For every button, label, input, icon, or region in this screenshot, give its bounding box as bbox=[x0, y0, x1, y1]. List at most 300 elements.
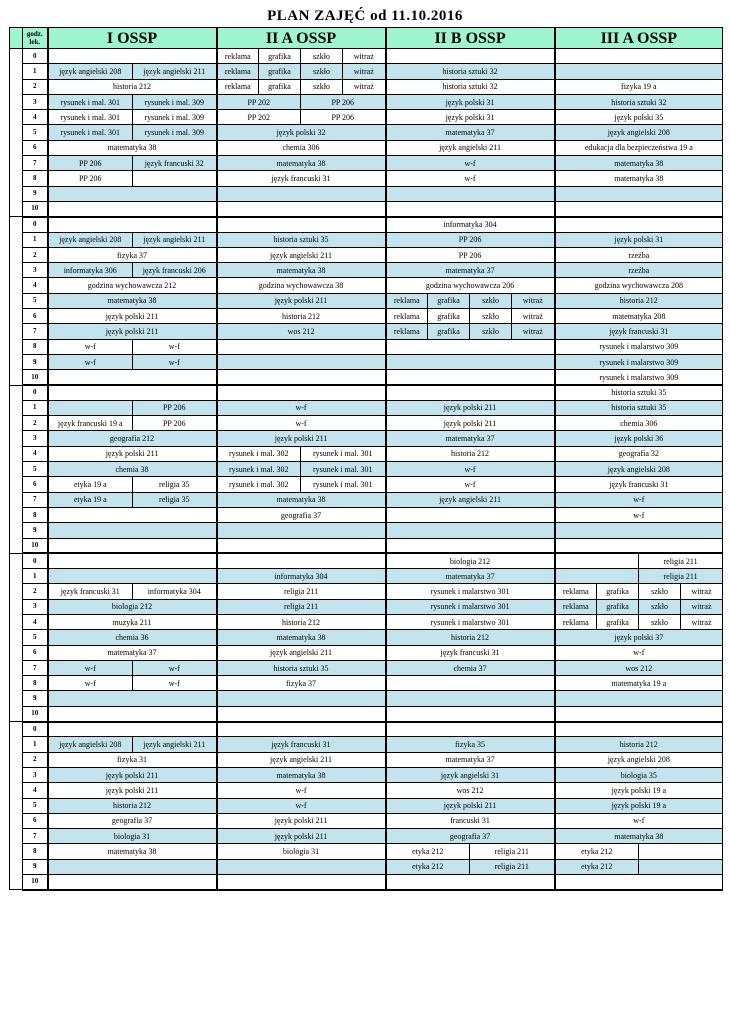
lesson-cell: język polski 211 bbox=[217, 813, 386, 828]
lesson-cell-empty bbox=[217, 875, 386, 890]
table-row bbox=[10, 722, 723, 737]
lesson-cell-empty bbox=[217, 201, 386, 216]
lesson-cell-empty bbox=[386, 676, 555, 691]
lesson-cell-empty bbox=[217, 523, 386, 538]
lesson-cell-empty bbox=[386, 201, 555, 216]
lesson-cell: w-f bbox=[133, 660, 217, 675]
lesson-cell: język francuski 19 a bbox=[48, 416, 133, 431]
table-row bbox=[10, 110, 723, 125]
lesson-cell: religia 35 bbox=[133, 492, 217, 507]
table-row bbox=[10, 783, 723, 798]
lesson-cell: historia 212 bbox=[217, 614, 386, 629]
lesson-cell: język francuski 31 bbox=[386, 645, 555, 660]
lesson-number: 4 bbox=[23, 614, 48, 629]
lesson-cell: etyka 212 bbox=[555, 859, 639, 874]
table-row bbox=[10, 676, 723, 691]
lesson-cell: w-f bbox=[386, 477, 555, 492]
lesson-number: 2 bbox=[23, 752, 48, 767]
lesson-cell: język polski 211 bbox=[217, 431, 386, 446]
lesson-number: 10 bbox=[23, 201, 48, 216]
lesson-cell: rysunek i malarstwo 309 bbox=[555, 370, 723, 385]
lesson-cell: język angielski 211 bbox=[217, 247, 386, 262]
lesson-cell: PP 202 bbox=[217, 94, 301, 109]
lesson-cell: w-f bbox=[217, 783, 386, 798]
lesson-cell: chemia 37 bbox=[386, 660, 555, 675]
lesson-cell: język francuski 31 bbox=[217, 171, 386, 186]
lesson-cell-empty bbox=[48, 49, 217, 64]
lesson-cell: rysunek i mal. 309 bbox=[133, 94, 217, 109]
lesson-cell-empty bbox=[217, 339, 386, 354]
lesson-cell-empty bbox=[386, 706, 555, 721]
lesson-cell-empty bbox=[555, 186, 723, 201]
table-row bbox=[10, 737, 723, 752]
lesson-number: 0 bbox=[23, 385, 48, 400]
lesson-cell: etyka 212 bbox=[386, 844, 470, 859]
table-row bbox=[10, 64, 723, 79]
lesson-cell: muzyka 211 bbox=[48, 614, 217, 629]
lesson-number: 2 bbox=[23, 79, 48, 94]
lesson-cell-empty bbox=[48, 507, 217, 522]
table-row bbox=[10, 94, 723, 109]
lesson-cell: etyka 19 a bbox=[48, 477, 133, 492]
lesson-cell: w-f bbox=[555, 507, 723, 522]
header-corner bbox=[10, 28, 23, 49]
lesson-number: 0 bbox=[23, 553, 48, 568]
lesson-number: 9 bbox=[23, 691, 48, 706]
table-row bbox=[10, 370, 723, 385]
lesson-cell: rysunek i mal. 301 bbox=[48, 125, 133, 140]
lesson-cell: język francuski 32 bbox=[133, 156, 217, 171]
lesson-cell: w-f bbox=[217, 416, 386, 431]
lesson-number: 3 bbox=[23, 94, 48, 109]
lesson-cell: język angielski 208 bbox=[555, 462, 723, 477]
lesson-cell: biologia 212 bbox=[48, 599, 217, 614]
table-row bbox=[10, 354, 723, 369]
table-row bbox=[10, 309, 723, 324]
lesson-cell: biologia 31 bbox=[48, 829, 217, 844]
lesson-cell: grafika bbox=[259, 49, 301, 64]
lesson-cell: religia 211 bbox=[470, 859, 555, 874]
day-label bbox=[10, 217, 23, 385]
lesson-cell: rzeźba bbox=[555, 247, 723, 262]
lesson-cell: etyka 212 bbox=[386, 859, 470, 874]
table-row bbox=[10, 462, 723, 477]
lesson-cell: rysunek i mal. 301 bbox=[301, 462, 386, 477]
lesson-cell-empty bbox=[48, 875, 217, 890]
lesson-cell: język polski 31 bbox=[386, 110, 555, 125]
lesson-number: 5 bbox=[23, 798, 48, 813]
lesson-cell: język polski 211 bbox=[48, 446, 217, 461]
lesson-cell-empty bbox=[386, 507, 555, 522]
lesson-cell: reklama bbox=[217, 64, 259, 79]
lesson-cell: szkło bbox=[470, 293, 512, 308]
lesson-cell: grafika bbox=[428, 293, 470, 308]
lesson-cell: fizyka 35 bbox=[386, 737, 555, 752]
lesson-cell: religia 211 bbox=[217, 599, 386, 614]
lesson-cell: geografia 32 bbox=[555, 446, 723, 461]
lesson-cell: rysunek i mal. 309 bbox=[133, 110, 217, 125]
lesson-cell: wos 212 bbox=[217, 324, 386, 339]
lesson-cell: godzina wychowawcza 212 bbox=[48, 278, 217, 293]
lesson-number: 5 bbox=[23, 293, 48, 308]
lesson-cell: religia 211 bbox=[470, 844, 555, 859]
lesson-cell bbox=[555, 553, 639, 568]
lesson-cell-empty bbox=[555, 217, 723, 232]
lesson-cell: matematyka 38 bbox=[555, 156, 723, 171]
lesson-number: 1 bbox=[23, 64, 48, 79]
lesson-cell-empty bbox=[217, 859, 386, 874]
lesson-cell: matematyka 38 bbox=[217, 630, 386, 645]
lesson-cell: w-f bbox=[48, 354, 133, 369]
lesson-number: 7 bbox=[23, 492, 48, 507]
lesson-cell bbox=[48, 400, 133, 415]
lesson-cell-empty bbox=[386, 49, 555, 64]
lesson-cell: witraż bbox=[512, 293, 555, 308]
lesson-cell: geografia 37 bbox=[48, 813, 217, 828]
lesson-number: 6 bbox=[23, 140, 48, 155]
lesson-cell: język polski 211 bbox=[48, 324, 217, 339]
lesson-cell: chemia 36 bbox=[48, 630, 217, 645]
lesson-cell: fizyka 37 bbox=[48, 247, 217, 262]
lesson-number-header: godz. lek. bbox=[23, 28, 48, 49]
table-row bbox=[10, 507, 723, 522]
lesson-cell: PP 206 bbox=[301, 110, 386, 125]
lesson-cell: rysunek i malarstwo 309 bbox=[555, 354, 723, 369]
lesson-cell: fizyka 31 bbox=[48, 752, 217, 767]
lesson-number: 3 bbox=[23, 263, 48, 278]
lesson-cell-empty bbox=[386, 385, 555, 400]
lesson-number: 9 bbox=[23, 859, 48, 874]
lesson-number: 7 bbox=[23, 660, 48, 675]
lesson-cell: matematyka 38 bbox=[48, 293, 217, 308]
lesson-cell: reklama bbox=[386, 293, 428, 308]
lesson-number: 5 bbox=[23, 630, 48, 645]
lesson-cell-empty bbox=[386, 339, 555, 354]
table-row bbox=[10, 232, 723, 247]
lesson-cell-empty bbox=[217, 722, 386, 737]
lesson-cell: PP 206 bbox=[386, 232, 555, 247]
lesson-cell: rysunek i mal. 301 bbox=[301, 477, 386, 492]
table-row bbox=[10, 186, 723, 201]
lesson-cell: matematyka 38 bbox=[217, 492, 386, 507]
class-header-2: II A OSSP bbox=[217, 28, 386, 49]
lesson-number: 0 bbox=[23, 722, 48, 737]
lesson-cell: w-f bbox=[217, 400, 386, 415]
lesson-cell: język angielski 211 bbox=[133, 232, 217, 247]
lesson-number: 6 bbox=[23, 309, 48, 324]
lesson-cell: grafika bbox=[259, 64, 301, 79]
day-label bbox=[10, 385, 23, 553]
lesson-cell: matematyka 38 bbox=[555, 829, 723, 844]
lesson-number: 2 bbox=[23, 247, 48, 262]
lesson-number: 3 bbox=[23, 431, 48, 446]
lesson-cell: informatyka 306 bbox=[48, 263, 133, 278]
lesson-cell: szkło bbox=[470, 324, 512, 339]
lesson-cell: język polski 36 bbox=[555, 431, 723, 446]
lesson-cell: rysunek i mal. 302 bbox=[217, 462, 301, 477]
lesson-cell-empty bbox=[48, 186, 217, 201]
lesson-cell: szkło bbox=[639, 599, 681, 614]
lesson-cell-empty bbox=[555, 722, 723, 737]
class-header-4: III A OSSP bbox=[555, 28, 723, 49]
lesson-cell: w-f bbox=[386, 462, 555, 477]
lesson-cell: w-f bbox=[48, 676, 133, 691]
lesson-number: 8 bbox=[23, 507, 48, 522]
lesson-cell: reklama bbox=[386, 324, 428, 339]
lesson-cell: matematyka 38 bbox=[217, 263, 386, 278]
lesson-cell: reklama bbox=[555, 599, 597, 614]
lesson-number: 8 bbox=[23, 676, 48, 691]
lesson-cell bbox=[555, 569, 639, 584]
lesson-cell: grafika bbox=[428, 309, 470, 324]
lesson-number: 7 bbox=[23, 829, 48, 844]
lesson-cell: język polski 31 bbox=[386, 94, 555, 109]
lesson-cell: historia sztuki 35 bbox=[217, 660, 386, 675]
lesson-cell: biologia 212 bbox=[386, 553, 555, 568]
lesson-cell: język polski 32 bbox=[217, 125, 386, 140]
lesson-cell: religia 211 bbox=[639, 569, 723, 584]
lesson-cell bbox=[639, 859, 723, 874]
lesson-cell: grafika bbox=[597, 614, 639, 629]
lesson-cell: w-f bbox=[217, 798, 386, 813]
lesson-cell: rysunek i mal. 301 bbox=[48, 110, 133, 125]
table-row bbox=[10, 477, 723, 492]
lesson-cell: rysunek i mal. 302 bbox=[217, 477, 301, 492]
lesson-cell: witraż bbox=[343, 64, 386, 79]
lesson-cell-empty bbox=[48, 538, 217, 553]
table-row bbox=[10, 859, 723, 874]
lesson-cell-empty bbox=[48, 385, 217, 400]
lesson-cell: matematyka 19 a bbox=[555, 676, 723, 691]
lesson-cell: historia 212 bbox=[386, 446, 555, 461]
lesson-cell: szkło bbox=[639, 584, 681, 599]
lesson-cell: w-f bbox=[133, 339, 217, 354]
lesson-cell: godzina wychowawcza 206 bbox=[386, 278, 555, 293]
table-row bbox=[10, 79, 723, 94]
lesson-number: 7 bbox=[23, 156, 48, 171]
lesson-cell: historia 212 bbox=[217, 309, 386, 324]
lesson-cell: PP 202 bbox=[217, 110, 301, 125]
lesson-cell-empty bbox=[217, 385, 386, 400]
lesson-cell: historia 212 bbox=[386, 630, 555, 645]
lesson-number: 3 bbox=[23, 599, 48, 614]
lesson-cell: francuski 31 bbox=[386, 813, 555, 828]
lesson-cell: historia sztuki 35 bbox=[555, 385, 723, 400]
lesson-number: 10 bbox=[23, 875, 48, 890]
lesson-cell: chemia 306 bbox=[555, 416, 723, 431]
lesson-cell: szkło bbox=[639, 614, 681, 629]
page-title: PLAN ZAJĘĆ od 11.10.2016 bbox=[267, 8, 463, 24]
class-header-3: II B OSSP bbox=[386, 28, 555, 49]
lesson-number: 1 bbox=[23, 400, 48, 415]
lesson-cell-empty bbox=[555, 691, 723, 706]
lesson-cell: język polski 211 bbox=[48, 767, 217, 782]
table-row bbox=[10, 278, 723, 293]
lesson-cell: etyka 19 a bbox=[48, 492, 133, 507]
lesson-cell: wos 212 bbox=[555, 660, 723, 675]
lesson-number: 5 bbox=[23, 125, 48, 140]
lesson-cell-empty bbox=[48, 706, 217, 721]
lesson-cell: historia 212 bbox=[48, 79, 217, 94]
lesson-cell: historia sztuki 32 bbox=[555, 94, 723, 109]
lesson-cell: matematyka 38 bbox=[48, 844, 217, 859]
lesson-cell: matematyka 37 bbox=[386, 569, 555, 584]
lesson-cell: historia 212 bbox=[555, 737, 723, 752]
lesson-cell: matematyka 37 bbox=[386, 125, 555, 140]
table-row bbox=[10, 875, 723, 890]
lesson-cell: reklama bbox=[217, 79, 259, 94]
lesson-cell: matematyka 38 bbox=[217, 156, 386, 171]
lesson-number: 6 bbox=[23, 645, 48, 660]
table-row bbox=[10, 660, 723, 675]
lesson-cell-empty bbox=[48, 569, 217, 584]
lesson-cell-empty bbox=[555, 49, 723, 64]
lesson-cell-empty bbox=[386, 354, 555, 369]
table-row bbox=[10, 400, 723, 415]
table-row bbox=[10, 813, 723, 828]
table-row bbox=[10, 49, 723, 64]
lesson-cell-empty bbox=[48, 217, 217, 232]
table-row bbox=[10, 324, 723, 339]
day-label bbox=[10, 49, 23, 217]
lesson-cell: grafika bbox=[597, 584, 639, 599]
lesson-cell: język angielski 211 bbox=[386, 492, 555, 507]
lesson-cell: reklama bbox=[555, 614, 597, 629]
table-row bbox=[10, 156, 723, 171]
lesson-cell-empty bbox=[217, 217, 386, 232]
lesson-cell: informatyka 304 bbox=[386, 217, 555, 232]
lesson-cell: język angielski 211 bbox=[217, 645, 386, 660]
lesson-cell-empty bbox=[386, 538, 555, 553]
lesson-cell-empty bbox=[217, 354, 386, 369]
lesson-cell-empty bbox=[217, 706, 386, 721]
lesson-cell: witraż bbox=[681, 614, 723, 629]
table-row bbox=[10, 416, 723, 431]
lesson-cell: PP 206 bbox=[301, 94, 386, 109]
lesson-cell: rysunek i malarstwo 301 bbox=[386, 584, 555, 599]
lesson-cell bbox=[639, 844, 723, 859]
lesson-cell: etyka 212 bbox=[555, 844, 639, 859]
lesson-cell: religia 211 bbox=[217, 584, 386, 599]
lesson-cell: grafika bbox=[259, 79, 301, 94]
lesson-cell: witraż bbox=[512, 309, 555, 324]
lesson-cell: szkło bbox=[301, 79, 343, 94]
table-row bbox=[10, 431, 723, 446]
lesson-cell: język angielski 208 bbox=[48, 737, 133, 752]
table-row bbox=[10, 752, 723, 767]
lesson-cell-empty bbox=[217, 691, 386, 706]
lesson-cell: język polski 211 bbox=[386, 798, 555, 813]
lesson-cell: geografia 37 bbox=[386, 829, 555, 844]
table-row bbox=[10, 538, 723, 553]
lesson-cell: język angielski 211 bbox=[133, 737, 217, 752]
lesson-cell: PP 206 bbox=[48, 156, 133, 171]
lesson-cell: godzina wychowawcza 38 bbox=[217, 278, 386, 293]
lesson-cell: godzina wychowawcza 208 bbox=[555, 278, 723, 293]
lesson-cell: witraż bbox=[681, 599, 723, 614]
table-row bbox=[10, 446, 723, 461]
lesson-cell: język polski 35 bbox=[555, 110, 723, 125]
lesson-cell: reklama bbox=[555, 584, 597, 599]
table-row bbox=[10, 569, 723, 584]
lesson-cell: rysunek i malarstwo 309 bbox=[555, 339, 723, 354]
lesson-cell: język polski 19 a bbox=[555, 798, 723, 813]
lesson-cell-empty bbox=[48, 201, 217, 216]
lesson-number: 3 bbox=[23, 767, 48, 782]
lesson-cell-empty bbox=[555, 875, 723, 890]
lesson-cell: język polski 211 bbox=[217, 293, 386, 308]
lesson-number: 8 bbox=[23, 339, 48, 354]
lesson-cell: język polski 211 bbox=[217, 829, 386, 844]
lesson-number: 0 bbox=[23, 49, 48, 64]
lesson-number: 1 bbox=[23, 569, 48, 584]
lesson-cell: język polski 37 bbox=[555, 630, 723, 645]
header-row bbox=[10, 28, 723, 49]
lesson-cell bbox=[133, 171, 217, 186]
timetable bbox=[9, 27, 723, 891]
lesson-cell-empty bbox=[217, 538, 386, 553]
lesson-cell: reklama bbox=[217, 49, 259, 64]
lesson-cell-empty bbox=[386, 691, 555, 706]
lesson-cell: język angielski 208 bbox=[555, 125, 723, 140]
lesson-number: 4 bbox=[23, 783, 48, 798]
lesson-cell: historia sztuki 32 bbox=[386, 79, 555, 94]
lesson-number: 9 bbox=[23, 523, 48, 538]
lesson-number: 1 bbox=[23, 232, 48, 247]
lesson-cell: rysunek i mal. 301 bbox=[301, 446, 386, 461]
lesson-cell: język angielski 208 bbox=[48, 232, 133, 247]
lesson-cell: geografia 212 bbox=[48, 431, 217, 446]
lesson-cell: rysunek i mal. 309 bbox=[133, 125, 217, 140]
lesson-cell: religia 35 bbox=[133, 477, 217, 492]
lesson-cell: w-f bbox=[555, 813, 723, 828]
table-row bbox=[10, 293, 723, 308]
lesson-cell: język polski 31 bbox=[555, 232, 723, 247]
lesson-cell: geografia 37 bbox=[217, 507, 386, 522]
lesson-number: 6 bbox=[23, 477, 48, 492]
lesson-number: 8 bbox=[23, 844, 48, 859]
lesson-cell: rysunek i mal. 302 bbox=[217, 446, 301, 461]
lesson-cell-empty bbox=[555, 64, 723, 79]
lesson-cell: matematyka 37 bbox=[386, 752, 555, 767]
lesson-cell-empty bbox=[48, 523, 217, 538]
lesson-cell: język angielski 211 bbox=[133, 64, 217, 79]
lesson-cell-empty bbox=[48, 722, 217, 737]
lesson-cell: w-f bbox=[133, 676, 217, 691]
table-row bbox=[10, 767, 723, 782]
table-row bbox=[10, 691, 723, 706]
lesson-cell: reklama bbox=[386, 309, 428, 324]
lesson-cell-empty bbox=[386, 722, 555, 737]
lesson-cell: matematyka 38 bbox=[555, 171, 723, 186]
lesson-cell-empty bbox=[555, 706, 723, 721]
lesson-cell: informatyka 304 bbox=[217, 569, 386, 584]
lesson-cell-empty bbox=[48, 370, 217, 385]
table-row bbox=[10, 263, 723, 278]
lesson-cell-empty bbox=[386, 186, 555, 201]
lesson-number: 4 bbox=[23, 278, 48, 293]
lesson-cell: język francuski 31 bbox=[48, 584, 133, 599]
lesson-cell: edukacja dla bezpieczeństwa 19 a bbox=[555, 140, 723, 155]
lesson-cell-empty bbox=[48, 859, 217, 874]
lesson-cell-empty bbox=[555, 538, 723, 553]
lesson-cell: historia sztuki 32 bbox=[386, 64, 555, 79]
lesson-cell: chemia 38 bbox=[48, 462, 217, 477]
lesson-cell: PP 206 bbox=[386, 247, 555, 262]
lesson-number: 0 bbox=[23, 217, 48, 232]
lesson-cell: rysunek i malarstwo 301 bbox=[386, 599, 555, 614]
lesson-cell: matematyka 38 bbox=[217, 767, 386, 782]
